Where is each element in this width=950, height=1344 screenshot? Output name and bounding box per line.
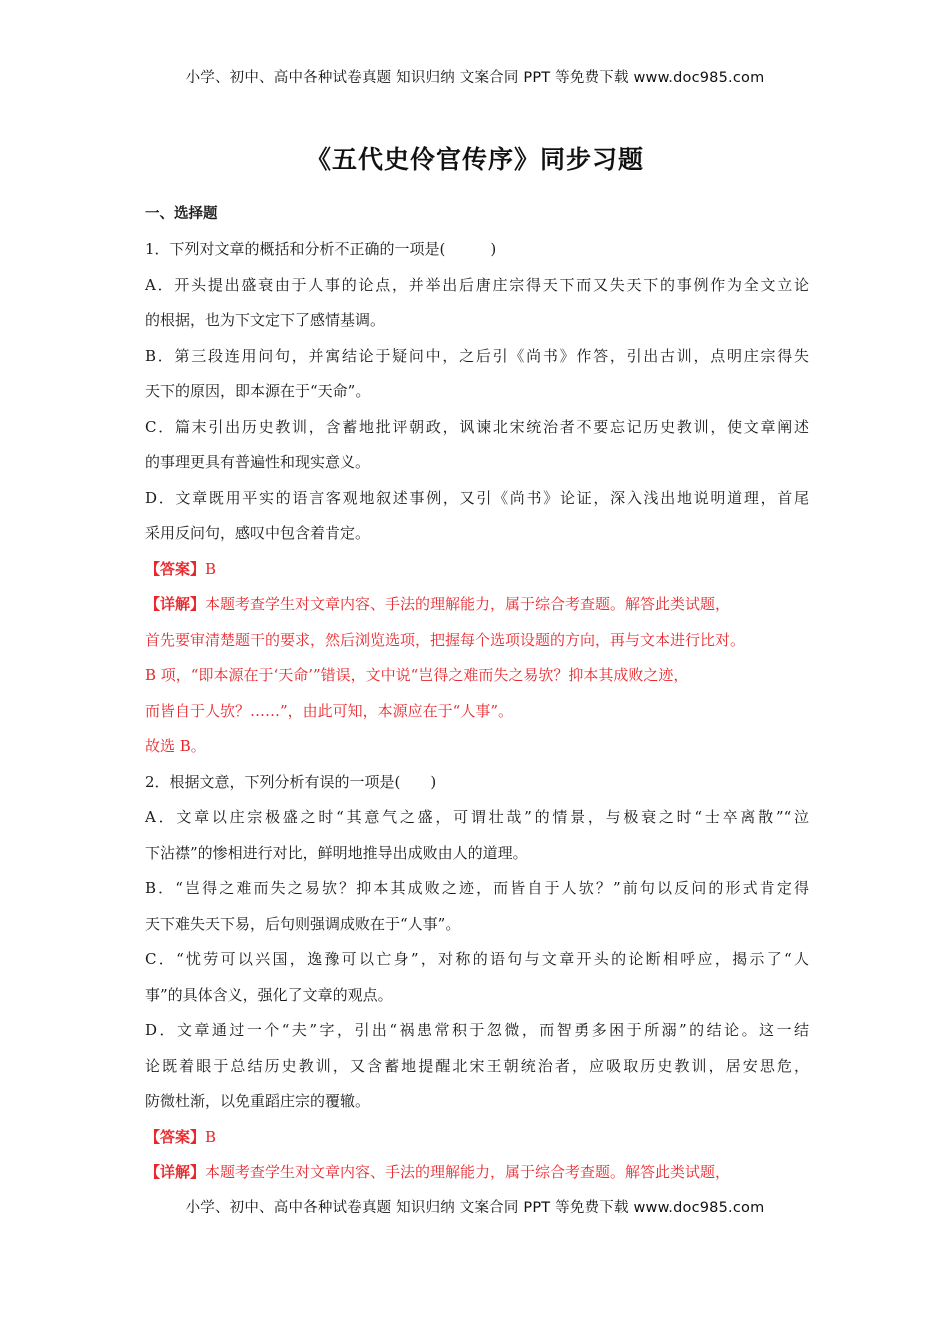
- document-title: 《五代史伶官传序》同步习题: [305, 145, 644, 174]
- q2-option-a-line2: 下沾襟”的惨相进行对比，鲜明地推导出成败由人的道理。: [145, 843, 528, 862]
- page-footer: 小学、初中、高中各种试卷真题 知识归纳 文案合同 PPT 等免费下载 www.doc985.com: [185, 1200, 765, 1216]
- detail-label: 【详解】: [145, 595, 206, 613]
- q1-detail-line1: [145, 587, 809, 623]
- q2-option-c-line2: 事”的具体含义，强化了文章的观点。: [145, 985, 393, 1004]
- detail-text: 本题考查学生对文章内容、手法的理解能力，属于综合考查题。解答此类试题，: [205, 595, 731, 613]
- q2-stem: 2．根据文意，下列分析有误的一项是( ): [145, 772, 437, 791]
- section-heading: 一、选择题: [145, 206, 218, 222]
- q2-option-b-line1: B．“岂得之难而失之易欤？抑本其成败之迹，而皆自于人欤？”前句以反问的形式肯定得: [145, 879, 809, 897]
- q2-option-d-line1: D．文章通过一个“夫”字，引出“祸患常积于忽微，而智勇多困于所溺”的结论。这一结: [145, 1021, 809, 1039]
- q1-option-d-line2: 采用反问句，感叹中包含着肯定。: [145, 524, 371, 542]
- q1-detail-line4: 而皆自于人欤？……”，由此可知，本源应在于“人事”。: [145, 701, 514, 720]
- detail-label: 【详解】: [145, 1163, 206, 1181]
- q2-option-d-line3: 防微杜渐，以免重蹈庄宗的覆辙。: [145, 1092, 371, 1110]
- q1-detail-line3: B 项，“即本源在于‘天命’”错误，文中说“岂得之难而失之易欤？抑本其成败之迹，: [145, 666, 689, 684]
- q1-option-d-line1: D．文章既用平实的语言客观地叙述事例，又引《尚书》论证，深入浅出地说明道理，首尾: [145, 488, 809, 507]
- q1-stem: 1．下列对文章的概括和分析不正确的一项是( ): [145, 240, 497, 258]
- detail-text: 本题考查学生对文章内容、手法的理解能力，属于综合考查题。解答此类试题，: [205, 1163, 731, 1181]
- q2-detail-line1: [145, 1155, 809, 1191]
- q2-option-a-line1: A．文章以庄宗极盛之时“其意气之盛，可谓壮哉”的情景，与极衰之时“士卒离散”“泣: [145, 808, 809, 826]
- q2-option-d-line2: 论既着眼于总结历史教训，又含蓄地提醒北宋王朝统治者，应吸取历史教训，居安思危，: [145, 1056, 809, 1075]
- q1-option-c-line1: C．篇末引出历史教训，含蓄地批评朝政，讽谏北宋统治者不要忘记历史教训，使文章阐述: [145, 417, 809, 436]
- page-header: 小学、初中、高中各种试卷真题 知识归纳 文案合同 PPT 等免费下载 www.doc985.com: [185, 70, 765, 86]
- q2-option-b-line2: 天下难失天下易，后句则强调成败在于“人事”。: [145, 914, 461, 933]
- q1-option-b-line2: 天下的原因，即本源在于“天命”。: [145, 382, 371, 400]
- answer-value: B: [205, 1127, 217, 1146]
- answer-label: 【答案】: [145, 559, 206, 578]
- q1-conclusion: 故选 B。: [145, 737, 206, 755]
- q1-option-a-line1: A．开头提出盛衰由于人事的论点，并举出后唐庄宗得天下而又失天下的事例作为全文立论: [145, 275, 809, 294]
- q2-answer: [145, 1120, 809, 1156]
- q1-option-c-line2: 的事理更具有普遍性和现实意义。: [145, 453, 371, 471]
- answer-value: B: [205, 559, 217, 578]
- q1-option-a-line2: 的根据，也为下文定下了感情基调。: [145, 311, 386, 329]
- document-body: [145, 200, 809, 1191]
- answer-label: 【答案】: [145, 1127, 206, 1146]
- q1-option-b-line1: B．第三段连用问句，并寓结论于疑问中，之后引《尚书》作答，引出古训，点明庄宗得失: [145, 346, 809, 365]
- q1-answer: [145, 552, 809, 588]
- q2-option-c-line1: C．“忧劳可以兴国，逸豫可以亡身”，对称的语句与文章开头的论断相呼应，揭示了“人: [145, 950, 809, 968]
- q1-detail-line2: 首先要审清楚题干的要求，然后浏览选项，把握每个选项设题的方向，再与文本进行比对。: [145, 630, 746, 649]
